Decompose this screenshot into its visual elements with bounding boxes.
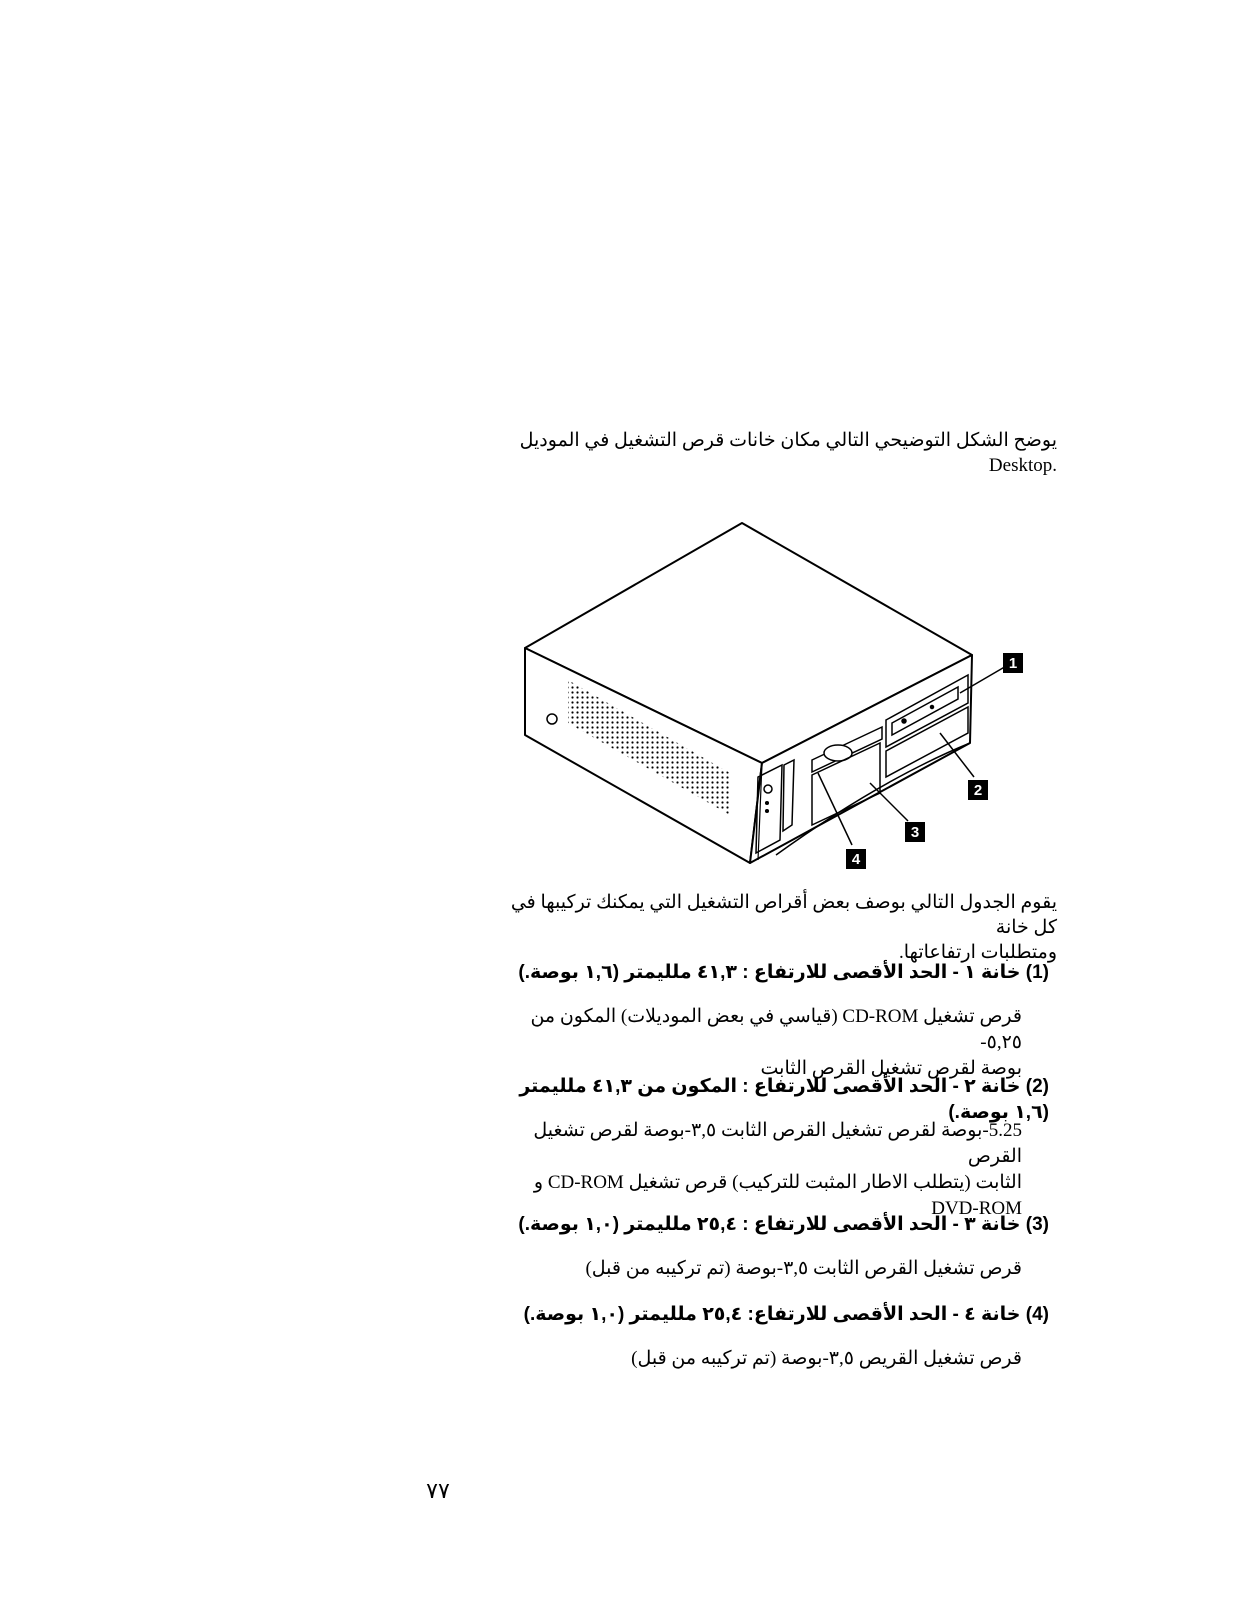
bay-1-line: قرص تشغيل CD-ROM (قياسي في بعض الموديلات) المكون من ٥,٢٥-	[530, 1006, 1022, 1053]
intro-line: يوضح الشكل التوضيحي التالي مكان خانات قرص التشغيل في الموديل	[519, 430, 1057, 451]
bay-3-heading: (3) خانة ٣ - الحد الأقصى للارتفاع : ٢٥,٤ ملليمتر (١,٠ بوصة.)	[518, 1214, 1049, 1235]
bay-4-description	[487, 1346, 1022, 1372]
bay-2-line: 5.25-بوصة لقرص تشغيل القرص الثابت ٣,٥-بوصة لقرص تشغيل القرص	[533, 1120, 1022, 1167]
table-intro-paragraph	[497, 890, 1057, 965]
callout-4: 4	[851, 851, 861, 868]
bay-3-line: قرص تشغيل القرص الثابت ٣,٥-بوصة (تم تركيبه من قبل)	[585, 1258, 1022, 1279]
bay-1-line: بوصة لقرص تشغيل القرص الثابت	[760, 1058, 1022, 1079]
bay-4-heading: (4) خانة ٤ - الحد الأقصى للارتفاع: ٢٥,٤ ملليمتر (١,٠ بوصة.)	[523, 1304, 1049, 1325]
bay-2-line: الثابت (يتطلب الاطار المثبت للتركيب) قرص تشغيل CD-ROM و	[533, 1172, 1022, 1193]
bay-2-description	[487, 1118, 1022, 1222]
page-number: ٧٧	[426, 1478, 450, 1503]
desktop-computer-illustration	[500, 515, 1040, 880]
bay-1-heading: (1) خانة ١ - الحد الأقصى للارتفاع : ٤١,٣ ملليمتر (١,٦ بوصة.)	[518, 962, 1049, 983]
table-intro-line: يقوم الجدول التالي بوصف بعض أقراص التشغيل التي يمكنك تركيبها في كل خانة	[510, 892, 1057, 938]
intro-line: .Desktop	[988, 455, 1057, 476]
callout-3: 3	[910, 824, 920, 841]
table-intro-line: ومتطلبات ارتفاعاتها.	[899, 942, 1057, 963]
bay-3-description	[487, 1256, 1022, 1282]
intro-paragraph	[497, 428, 1057, 478]
callout-2: 2	[973, 782, 983, 799]
bay-2-heading: (2) خانة ٢ - الحد الأقصى للارتفاع : المكون من ٤١,٣ ملليمتر (١,٦ بوصة.)	[519, 1076, 1049, 1123]
bay-1-description	[487, 1004, 1022, 1082]
bay-2-line: DVD-ROM	[931, 1198, 1022, 1219]
callout-1: 1	[1008, 655, 1018, 672]
bay-4-line: قرص تشغيل القريص ٣,٥-بوصة (تم تركيبه من قبل)	[631, 1348, 1022, 1369]
